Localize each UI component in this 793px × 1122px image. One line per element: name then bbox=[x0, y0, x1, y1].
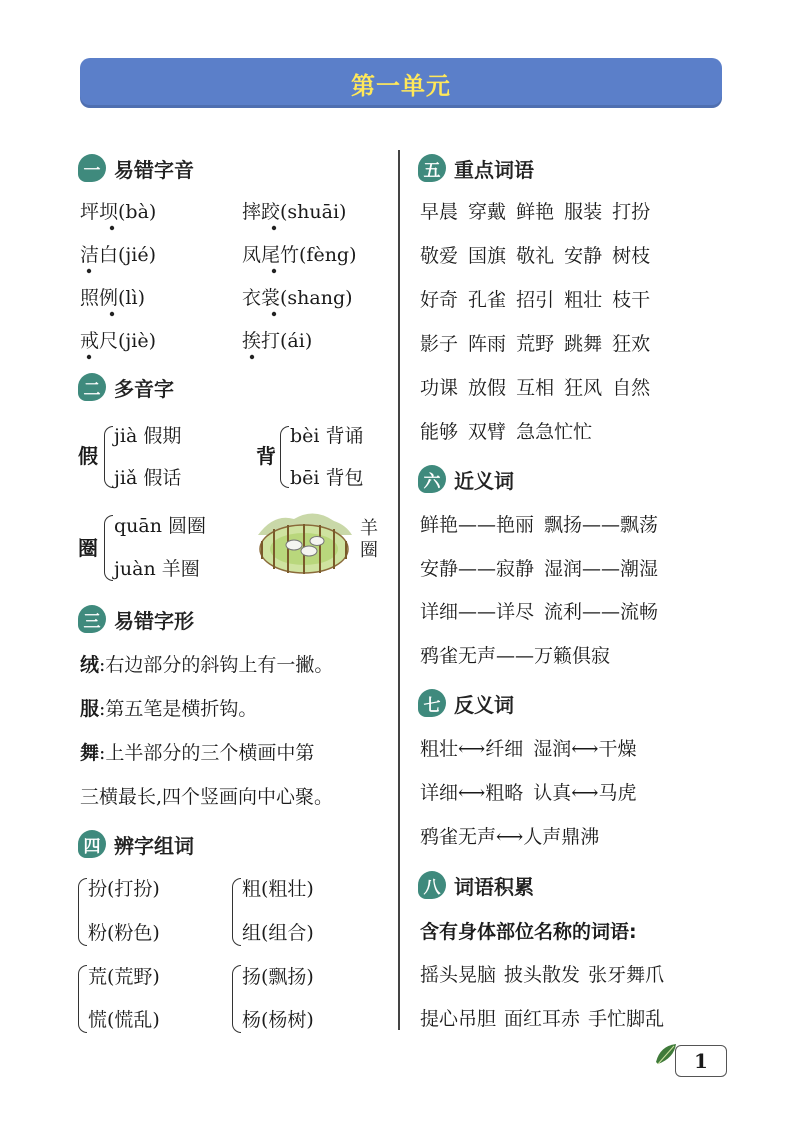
section-6-title: 近义词 bbox=[454, 468, 514, 493]
s3-rong: 绒:右边部分的斜钩上有一撇。 bbox=[80, 654, 334, 676]
section-4-badge: 四 bbox=[78, 830, 106, 858]
s4-g3-b: 慌(慌乱) bbox=[88, 1009, 160, 1031]
jia-reading-1: jià 假期 bbox=[114, 425, 182, 447]
s3-fu: 服:第五笔是横折钩。 bbox=[80, 698, 258, 720]
section-5-header bbox=[418, 152, 534, 184]
section-2-header bbox=[78, 371, 174, 403]
section-5-badge: 五 bbox=[418, 154, 446, 182]
s4-g1-a: 扮(打扮) bbox=[88, 878, 160, 900]
section-4-header bbox=[78, 828, 194, 860]
s4-g4-a: 扬(飘扬) bbox=[242, 966, 314, 988]
quan-reading-2: juàn 羊圈 bbox=[114, 558, 200, 580]
s3-wu-line2: 三横最长,四个竖画向中心聚。 bbox=[80, 786, 334, 808]
bei-char: 背 bbox=[256, 444, 276, 468]
section-7-title: 反义词 bbox=[454, 692, 514, 717]
s8-row-2: 提心吊胆 面红耳赤 手忙脚乱 bbox=[420, 1008, 665, 1030]
section-8-title: 词语积累 bbox=[454, 874, 534, 899]
s1-item-5: 照例(lì) bbox=[80, 287, 145, 309]
unit-title: 第一单元 bbox=[351, 71, 451, 100]
page-number: 1 bbox=[675, 1045, 727, 1077]
s1-item-2: 摔跤(shuāi) bbox=[242, 201, 347, 223]
jia-brace bbox=[104, 426, 113, 488]
section-1-title: 易错字音 bbox=[114, 157, 194, 182]
s4-g3-a: 荒(荒野) bbox=[88, 966, 160, 988]
section-3-header bbox=[78, 603, 194, 635]
s4-g1-b: 粉(粉色) bbox=[88, 922, 160, 944]
section-8-header bbox=[418, 869, 534, 901]
s4-brace-2 bbox=[232, 878, 241, 946]
s7-row-1: 粗壮⟷纤细 湿润⟷干燥 bbox=[420, 738, 637, 760]
s8-subtitle: 含有身体部位名称的词语: bbox=[420, 921, 637, 943]
s4-g2-a: 粗(粗壮) bbox=[242, 878, 314, 900]
section-3-title: 易错字形 bbox=[114, 608, 194, 633]
bei-reading-2: bēi 背包 bbox=[290, 467, 364, 489]
sheep-pen-caption: 羊圈 bbox=[360, 518, 378, 561]
s5-row-4: 影子 阵雨 荒野 跳舞 狂欢 bbox=[420, 333, 651, 355]
s1-item-3: 洁白(jié) bbox=[80, 244, 157, 266]
s1-item-6: 衣裳(shang) bbox=[242, 287, 353, 309]
bei-reading-1: bèi 背诵 bbox=[290, 425, 364, 447]
s4-brace-3 bbox=[78, 965, 87, 1033]
s4-g2-b: 组(组合) bbox=[242, 922, 314, 944]
s4-brace-1 bbox=[78, 878, 87, 946]
s7-row-2: 详细⟷粗略 认真⟷马虎 bbox=[420, 782, 637, 804]
quan-brace bbox=[104, 515, 113, 581]
s4-brace-4 bbox=[232, 965, 241, 1033]
section-6-header bbox=[418, 463, 514, 495]
section-6-badge: 六 bbox=[418, 465, 446, 493]
s1-item-7: 戒尺(jiè) bbox=[80, 330, 157, 352]
sheep-pen-picture bbox=[254, 505, 354, 580]
section-7-header bbox=[418, 687, 514, 719]
s6-row-1: 鲜艳——艳丽 飘扬——飘荡 bbox=[420, 514, 659, 536]
s1-item-8: 挨打(ái) bbox=[242, 330, 313, 352]
s5-row-5: 功课 放假 互相 狂风 自然 bbox=[420, 377, 651, 399]
jia-reading-2: jiǎ 假话 bbox=[114, 467, 182, 489]
section-5-title: 重点词语 bbox=[454, 157, 534, 182]
jia-char: 假 bbox=[78, 444, 98, 468]
section-2-badge: 二 bbox=[78, 373, 106, 401]
s4-g4-b: 杨(杨树) bbox=[242, 1009, 314, 1031]
s5-row-2: 敬爱 国旗 敬礼 安静 树枝 bbox=[420, 245, 651, 267]
s5-row-6: 能够 双臂 急急忙忙 bbox=[420, 421, 593, 443]
s1-item-4: 凤尾竹(fèng) bbox=[242, 244, 357, 266]
section-8-badge: 八 bbox=[418, 871, 446, 899]
s6-row-3: 详细——详尽 流利——流畅 bbox=[420, 601, 659, 623]
section-4-title: 辨字组词 bbox=[114, 833, 194, 858]
bei-brace bbox=[280, 426, 289, 488]
section-1-badge: 一 bbox=[78, 154, 106, 182]
s5-row-3: 好奇 孔雀 招引 粗壮 枝干 bbox=[420, 289, 651, 311]
s3-wu-line1: 舞:上半部分的三个横画中第 bbox=[80, 742, 315, 764]
s8-row-1: 摇头晃脑 披头散发 张牙舞爪 bbox=[420, 964, 665, 986]
s7-row-3: 鸦雀无声⟷人声鼎沸 bbox=[420, 826, 600, 848]
emphasis-dots bbox=[0, 0, 400, 370]
section-3-badge: 三 bbox=[78, 605, 106, 633]
section-2-title: 多音字 bbox=[114, 376, 174, 401]
section-7-badge: 七 bbox=[418, 689, 446, 717]
s6-row-2: 安静——寂静 湿润——潮湿 bbox=[420, 558, 659, 580]
quan-char: 圈 bbox=[78, 536, 98, 560]
s5-row-1: 早晨 穿戴 鲜艳 服装 打扮 bbox=[420, 201, 651, 223]
s1-item-1: 坪坝(bà) bbox=[80, 201, 157, 223]
s6-row-4: 鸦雀无声——万籁俱寂 bbox=[420, 645, 611, 667]
quan-reading-1: quān 圆圈 bbox=[114, 515, 207, 537]
